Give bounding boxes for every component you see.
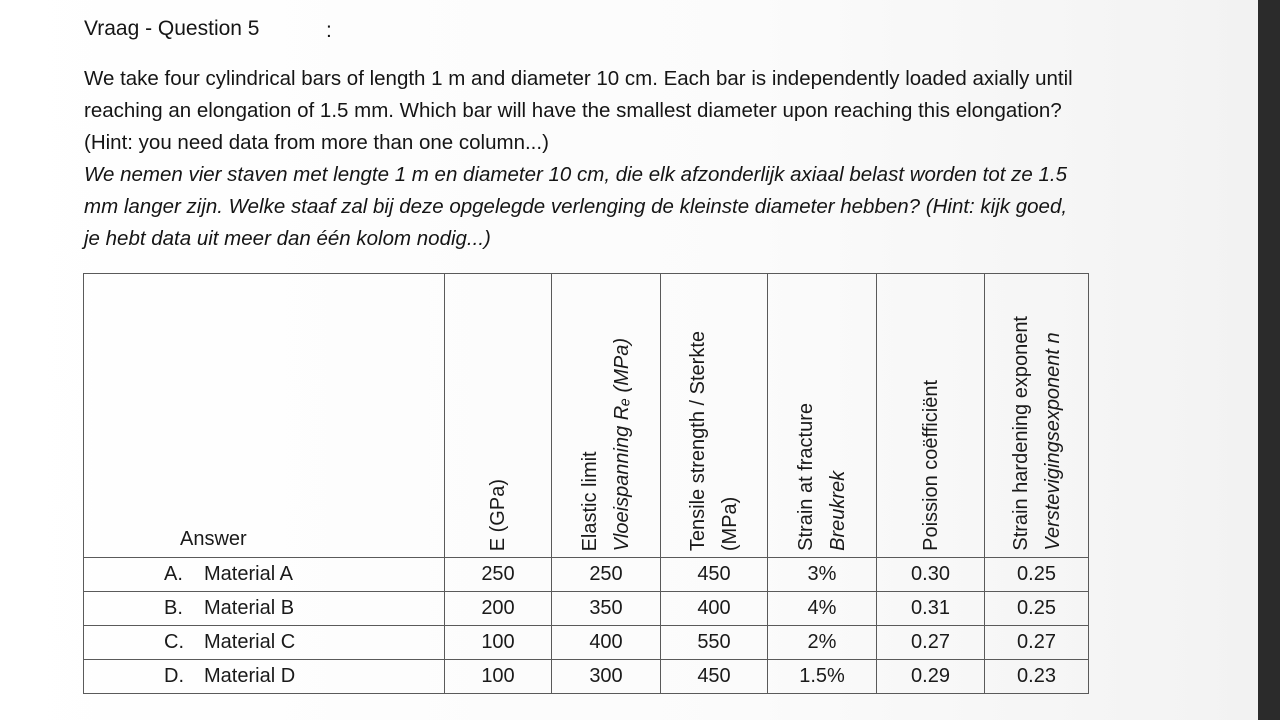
header-hardening-line1: Strain hardening exponent bbox=[1009, 316, 1032, 551]
table-row bbox=[84, 660, 1089, 694]
answer-letter: B. bbox=[164, 597, 183, 619]
table-row bbox=[84, 626, 1089, 660]
cell-poisson: 0.30 bbox=[877, 558, 985, 592]
cell-elastic: 350 bbox=[552, 592, 661, 626]
answer-cell bbox=[84, 660, 445, 694]
cell-hardening: 0.25 bbox=[985, 558, 1089, 592]
question-title: Vraag - Question 5 bbox=[84, 17, 260, 40]
answer-cell bbox=[84, 592, 445, 626]
cell-tensile: 550 bbox=[661, 626, 768, 660]
answer-letter: A. bbox=[164, 563, 183, 585]
header-poisson-label: Poission coëfficiënt bbox=[919, 380, 942, 551]
cell-e: 100 bbox=[445, 660, 552, 694]
monitor-bezel bbox=[1258, 0, 1280, 720]
table-header-row bbox=[84, 274, 1089, 558]
cell-tensile: 400 bbox=[661, 592, 768, 626]
cell-poisson: 0.31 bbox=[877, 592, 985, 626]
table-row bbox=[84, 558, 1089, 592]
table-row bbox=[84, 592, 1089, 626]
answer-header: Answer bbox=[84, 274, 445, 558]
header-hardening-line2: Verstevigingsexponent n bbox=[1041, 332, 1064, 551]
cell-hardening: 0.27 bbox=[985, 626, 1089, 660]
header-strain-hardening bbox=[985, 274, 1089, 558]
header-elastic-limit bbox=[552, 274, 661, 558]
header-strain-fracture bbox=[768, 274, 877, 558]
header-tensile-line2: (MPa) bbox=[719, 496, 741, 551]
cell-strain: 1.5% bbox=[768, 660, 877, 694]
header-strain-line1: Strain at fracture bbox=[795, 403, 817, 551]
header-e-label: E (GPa) bbox=[487, 478, 509, 551]
cell-poisson: 0.29 bbox=[877, 660, 985, 694]
cell-hardening: 0.23 bbox=[985, 660, 1089, 694]
question-english: We take four cylindrical bars of length 1 m and diameter 10 cm. Each bar is independently loaded axially until reaching an elongation of 1.5 mm. Which bar will have the smallest diameter upon reaching this elongation? (Hint: you need data from more than one column...) bbox=[84, 67, 1073, 154]
cell-strain: 2% bbox=[768, 626, 877, 660]
cell-elastic: 300 bbox=[552, 660, 661, 694]
header-e bbox=[445, 274, 552, 558]
header-poisson bbox=[877, 274, 985, 558]
cell-hardening: 0.25 bbox=[985, 592, 1089, 626]
answer-letter: D. bbox=[164, 665, 184, 687]
materials-table bbox=[83, 273, 1089, 694]
cell-tensile: 450 bbox=[661, 558, 768, 592]
material-name: Material D bbox=[204, 665, 296, 687]
title-colon: : bbox=[326, 19, 332, 42]
answer-cell bbox=[84, 626, 445, 660]
header-tensile-line1: Tensile strength / Sterkte bbox=[687, 330, 709, 551]
material-name: Material B bbox=[204, 597, 295, 619]
cell-strain: 4% bbox=[768, 592, 877, 626]
cell-elastic: 400 bbox=[552, 626, 661, 660]
material-name: Material C bbox=[204, 631, 296, 653]
cell-e: 250 bbox=[445, 558, 552, 592]
header-elastic-line1: Elastic limit bbox=[579, 450, 601, 551]
cell-elastic: 250 bbox=[552, 558, 661, 592]
cell-tensile: 450 bbox=[661, 660, 768, 694]
cell-strain: 3% bbox=[768, 558, 877, 592]
material-name: Material A bbox=[204, 563, 293, 585]
cell-poisson: 0.27 bbox=[877, 626, 985, 660]
header-elastic-line2: Vloeispanning Rₑ (MPa) bbox=[611, 337, 633, 551]
cell-e: 100 bbox=[445, 626, 552, 660]
answer-cell bbox=[84, 558, 445, 592]
question-dutch: We nemen vier staven met lengte 1 m en diameter 10 cm, die elk afzonderlijk axiaal belast worden tot ze 1.5 mm langer zijn. Welke staaf zal bij deze opgelegde verlenging de kleinste diameter hebben? (Hint: kijk goed, je hebt data uit meer dan één kolom nodig...) bbox=[84, 163, 1068, 250]
answer-letter: C. bbox=[164, 631, 184, 653]
cell-e: 200 bbox=[445, 592, 552, 626]
question-body bbox=[84, 63, 1084, 255]
header-strain-line2: Breukrek bbox=[827, 470, 849, 551]
header-tensile-strength bbox=[661, 274, 768, 558]
